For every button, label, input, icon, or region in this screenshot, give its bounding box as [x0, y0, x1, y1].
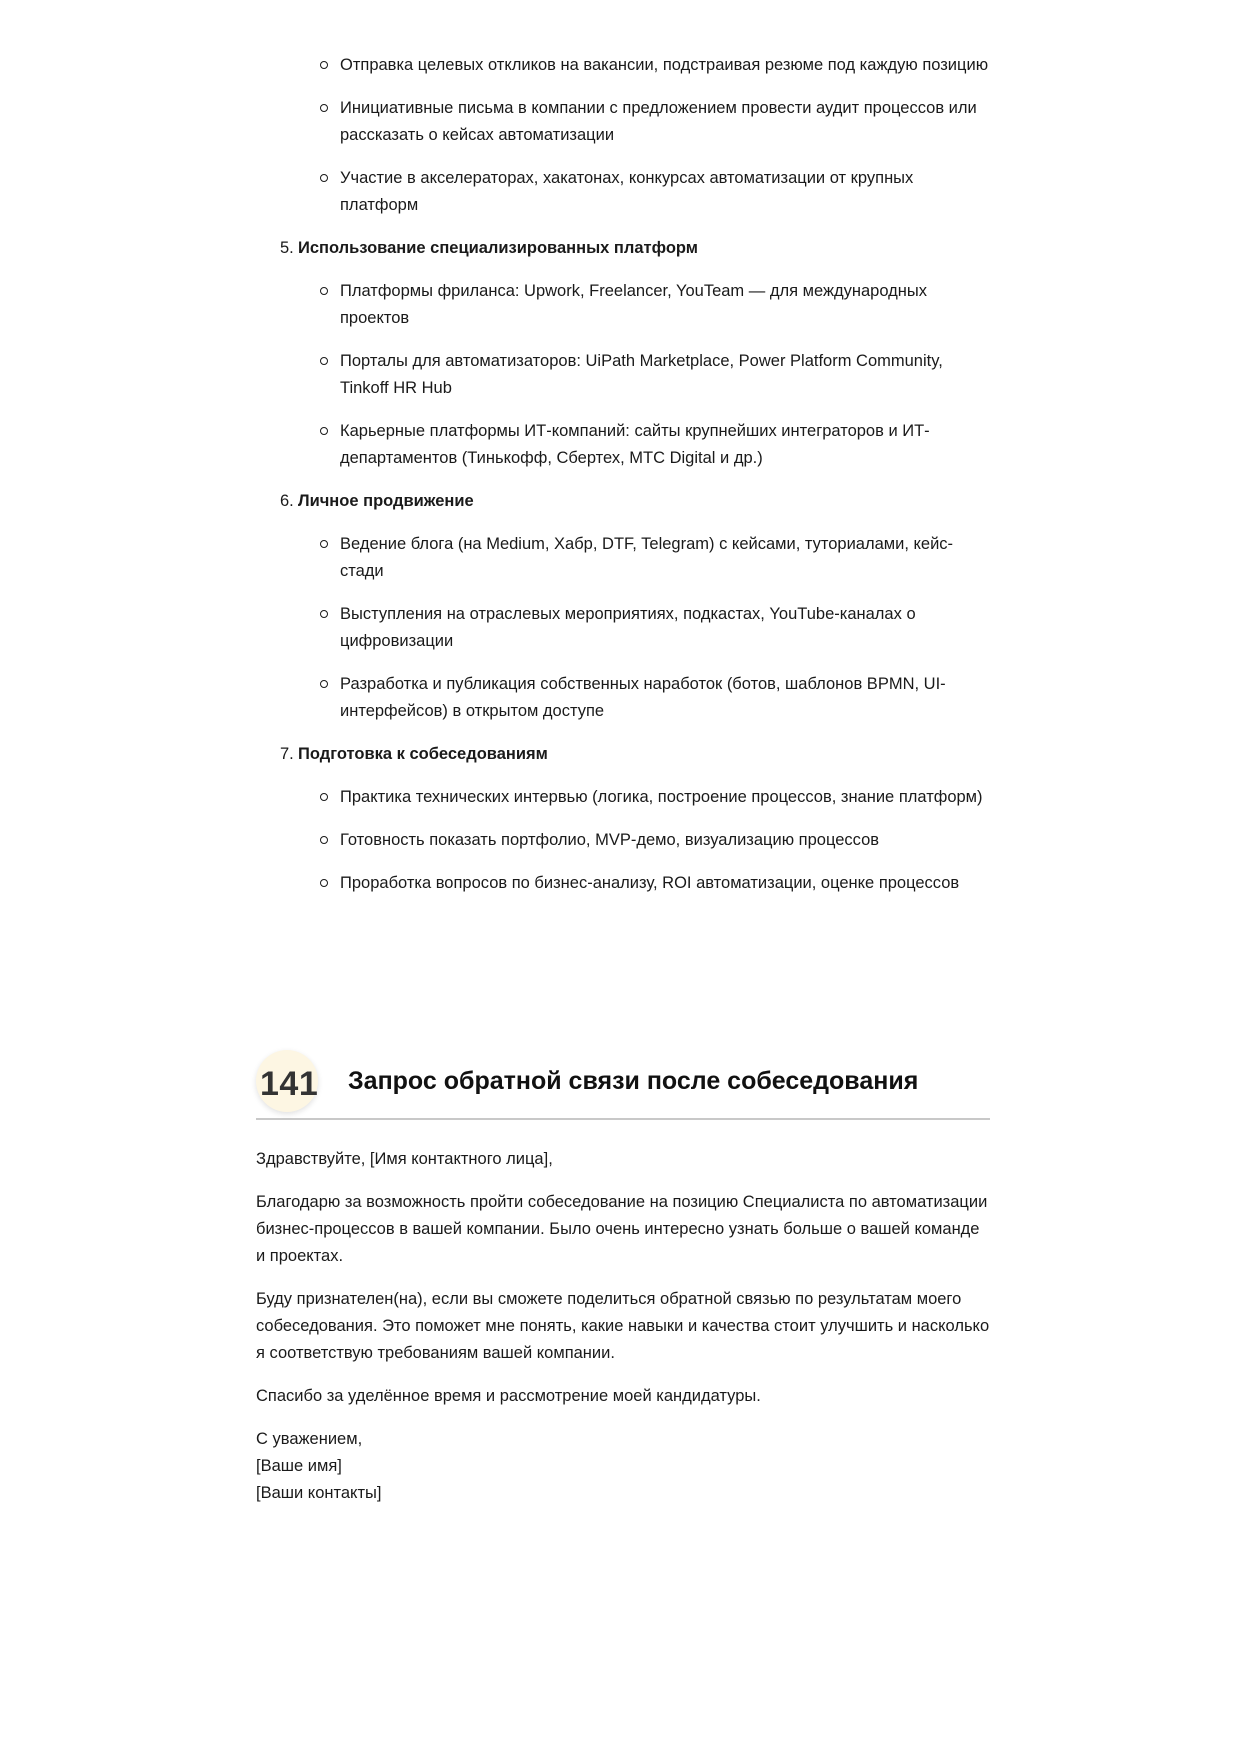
- list-item: [256, 601, 990, 655]
- list-number: 7.: [280, 745, 294, 763]
- circle-bullet-icon: [320, 287, 328, 295]
- letter-paragraph: Благодарю за возможность пройти собеседование на позицию Специалиста по автоматизации бизнес-процессов в вашей компании. Было очень интересно узнать больше о вашей команде и проектах.: [256, 1193, 988, 1265]
- contacts-placeholder: [Ваши контакты]: [256, 1484, 382, 1502]
- list-number: 6.: [280, 492, 294, 510]
- circle-bullet-icon: [320, 836, 328, 844]
- section-number: 141: [260, 1065, 319, 1103]
- continued-bullet-list: [256, 52, 990, 219]
- list-item-text: Практика технических интервью (логика, построение процессов, знание платформ): [340, 788, 983, 806]
- letter-greeting: Здравствуйте, [Имя контактного лица],: [256, 1150, 553, 1168]
- numbered-item-title: Подготовка к собеседованиям: [298, 745, 548, 763]
- numbered-item-heading: [256, 741, 990, 768]
- numbered-item-heading: [256, 235, 990, 262]
- list-item: [256, 784, 990, 811]
- numbered-list-item-5: [256, 235, 990, 472]
- list-item: [256, 52, 990, 79]
- list-item-text: Готовность показать портфолио, MVP-демо, визуализацию процессов: [340, 831, 880, 849]
- list-item: [256, 870, 990, 897]
- numbered-item-heading: [256, 488, 990, 515]
- circle-bullet-icon: [320, 357, 328, 365]
- list-item: [256, 827, 990, 854]
- section-141: [256, 1050, 990, 1523]
- section-title: Запрос обратной связи после собеседования: [348, 1067, 919, 1095]
- circle-bullet-icon: [320, 104, 328, 112]
- circle-bullet-icon: [320, 610, 328, 618]
- circle-bullet-icon: [320, 427, 328, 435]
- document-page: [256, 52, 990, 913]
- list-item-text: Ведение блога (на Medium, Хабр, DTF, Telegram) с кейсами, туториалами, кейс-стади: [340, 535, 954, 580]
- list-item: [256, 531, 990, 585]
- name-placeholder: [Ваше имя]: [256, 1457, 342, 1475]
- numbered-item-title: Личное продвижение: [298, 492, 474, 510]
- sub-bullet-list: [256, 531, 990, 725]
- letter-body: [256, 1146, 990, 1507]
- circle-bullet-icon: [320, 540, 328, 548]
- circle-bullet-icon: [320, 680, 328, 688]
- list-item: [256, 348, 990, 402]
- list-item-text: Инициативные письма в компании с предложением провести аудит процессов или рассказать о кейсах автоматизации: [340, 99, 977, 144]
- numbered-list-item-7: [256, 741, 990, 897]
- list-item-text: Отправка целевых откликов на вакансии, подстраивая резюме под каждую позицию: [340, 56, 989, 74]
- list-item: [256, 278, 990, 332]
- circle-bullet-icon: [320, 879, 328, 887]
- list-item: [256, 165, 990, 219]
- numbered-list: [256, 235, 990, 897]
- list-item-text: Карьерные платформы ИТ-компаний: сайты крупнейших интеграторов и ИТ-департаментов (Тинькофф, Сбертех, МТС Digital и др.): [340, 422, 930, 467]
- list-item-text: Проработка вопросов по бизнес-анализу, ROI автоматизации, оценке процессов: [340, 874, 960, 892]
- list-item: [256, 418, 990, 472]
- list-number: 5.: [280, 239, 294, 257]
- list-item: [256, 95, 990, 149]
- circle-bullet-icon: [320, 793, 328, 801]
- list-item-text: Платформы фриланса: Upwork, Freelancer, YouTeam — для международных проектов: [340, 282, 927, 327]
- sub-bullet-list: [256, 784, 990, 897]
- numbered-list-item-6: [256, 488, 990, 725]
- list-item: [256, 671, 990, 725]
- circle-bullet-icon: [320, 174, 328, 182]
- list-item-text: Порталы для автоматизаторов: UiPath Marketplace, Power Platform Community, Tinkoff HR Hub: [340, 352, 943, 397]
- list-item-text: Разработка и публикация собственных наработок (ботов, шаблонов BPMN, UI-интерфейсов) в открытом доступе: [340, 675, 946, 720]
- letter-paragraph: Спасибо за уделённое время и рассмотрение моей кандидатуры.: [256, 1387, 761, 1405]
- list-item-text: Выступления на отраслевых мероприятиях, подкастах, YouTube-каналах о цифровизации: [340, 605, 916, 650]
- circle-bullet-icon: [320, 61, 328, 69]
- letter-signature: [256, 1426, 990, 1507]
- letter-closing: С уважением,: [256, 1430, 363, 1448]
- numbered-item-title: Использование специализированных платформ: [298, 239, 699, 257]
- list-item-text: Участие в акселераторах, хакатонах, конкурсах автоматизации от крупных платформ: [340, 169, 914, 214]
- letter-paragraph: Буду признателен(на), если вы сможете поделиться обратной связью по результатам моего собеседования. Это поможет мне понять, какие навыки и качества стоит улучшить и насколько я соответствую требованиям вашей компании.: [256, 1290, 990, 1362]
- section-header: [256, 1050, 990, 1120]
- sub-bullet-list: [256, 278, 990, 472]
